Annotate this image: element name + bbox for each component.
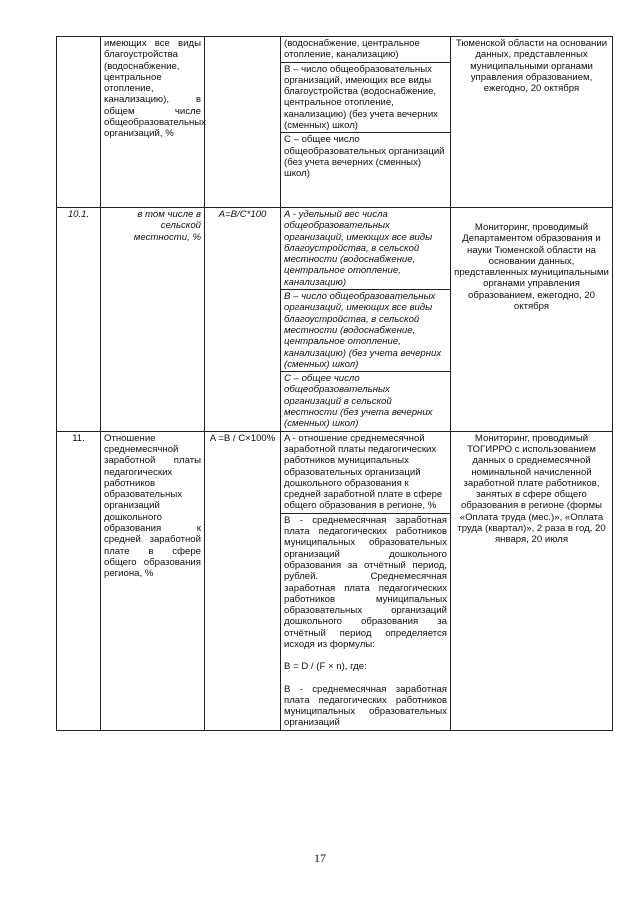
indicator-cell: Отношение среднемесячной заработной платы педагогических работников образовательных организаций дошкольного образования к средней заработной плате в сфере общего образования региона, % — [101, 431, 205, 730]
variable-text: B – число общеобразовательных организаций, имеющих все виды благоустройства, в сельской местности (водоснабжение, центральное отопление, канализацию) (без учета вечерних (сменных) школ) — [281, 290, 450, 372]
variable-text: A - удельный вес числа общеобразовательных организаций, имеющих все виды благоустройства, в сельской местности (водоснабжение, центральное отопление, канализацию) — [281, 208, 450, 290]
row-number: 10.1. — [57, 208, 101, 432]
table-row — [57, 431, 613, 730]
formula-cell: A=B/C*100 — [205, 208, 281, 432]
variable-text — [281, 514, 450, 730]
variable-text: A - отношение среднемесячной заработной платы педагогических работников муниципальных образовательных организаций дошкольного образования к средней заработной плате в сфере общего образования в регионе, % — [281, 432, 450, 514]
indicators-table — [56, 36, 613, 731]
table-row — [57, 37, 613, 208]
source-cell: Мониторинг, проводимый Департаментом образования и науки Тюменской области на основании данных, представленных муниципальными органами управления образованием, ежегодно, 20 октября — [451, 208, 613, 432]
formula-cell: A =B / C×100% — [205, 431, 281, 730]
formula-cell — [205, 37, 281, 208]
variable-text: C – общее число общеобразовательных организаций (без учета вечерних (сменных) школ) — [284, 134, 445, 180]
source-cell: Мониторинг, проводимый ТОГИРРО с использованием данных о среднемесячной номинальной начисленной заработной плате работников, занятых в сфере общего образования в регионе (формы «Оплата труда (мес.)», «Оплата труда (квартал)», 2 раза в год, 20 января, 20 июля — [451, 431, 613, 730]
row-number: 11. — [57, 431, 101, 730]
source-cell: Тюменской области на основании данных, представленных муниципальными органами управления образованием, ежегодно, 20 октября — [451, 37, 613, 208]
variables-cell — [281, 37, 451, 208]
variable-text: C – общее число общеобразовательных организаций в сельской местности (без учета вечерних (сменных) школ) — [284, 373, 433, 430]
indicator-cell: в том числе в сельской местности, % — [101, 208, 205, 432]
variables-cell — [281, 208, 451, 432]
variable-text: B - среднемесячная заработная плата педагогических работников муниципальных образовательных организаций дошкольного образования за отчётный период, рублей. Среднемесячная заработная плата педагогических работников муниципальных образовательных организаций дошкольного образования за отчётный период определяется исходя из формулы: — [284, 514, 447, 650]
formula-text: B = D / (F × n), где: — [284, 661, 367, 673]
page-number: 17 — [314, 851, 326, 865]
variable-text: B – число общеобразовательных организаций, имеющих все виды благоустройства (водоснабжение, центральное отопление, канализацию) (без учета вечерних (сменных) школ) — [281, 63, 450, 134]
variable-text: (водоснабжение, центральное отопление, канализацию) — [281, 37, 450, 63]
variable-text: B - среднемесячная заработная плата педагогических работников муниципальных образовательных организаций — [284, 683, 447, 729]
indicator-cell: имеющих все виды благоустройства (водоснабжение, центральное отопление, канализацию), в общем числе общеобразовательных организаций, % — [101, 37, 205, 208]
row-number — [57, 37, 101, 208]
variables-cell — [281, 431, 451, 730]
table-row — [57, 208, 613, 432]
